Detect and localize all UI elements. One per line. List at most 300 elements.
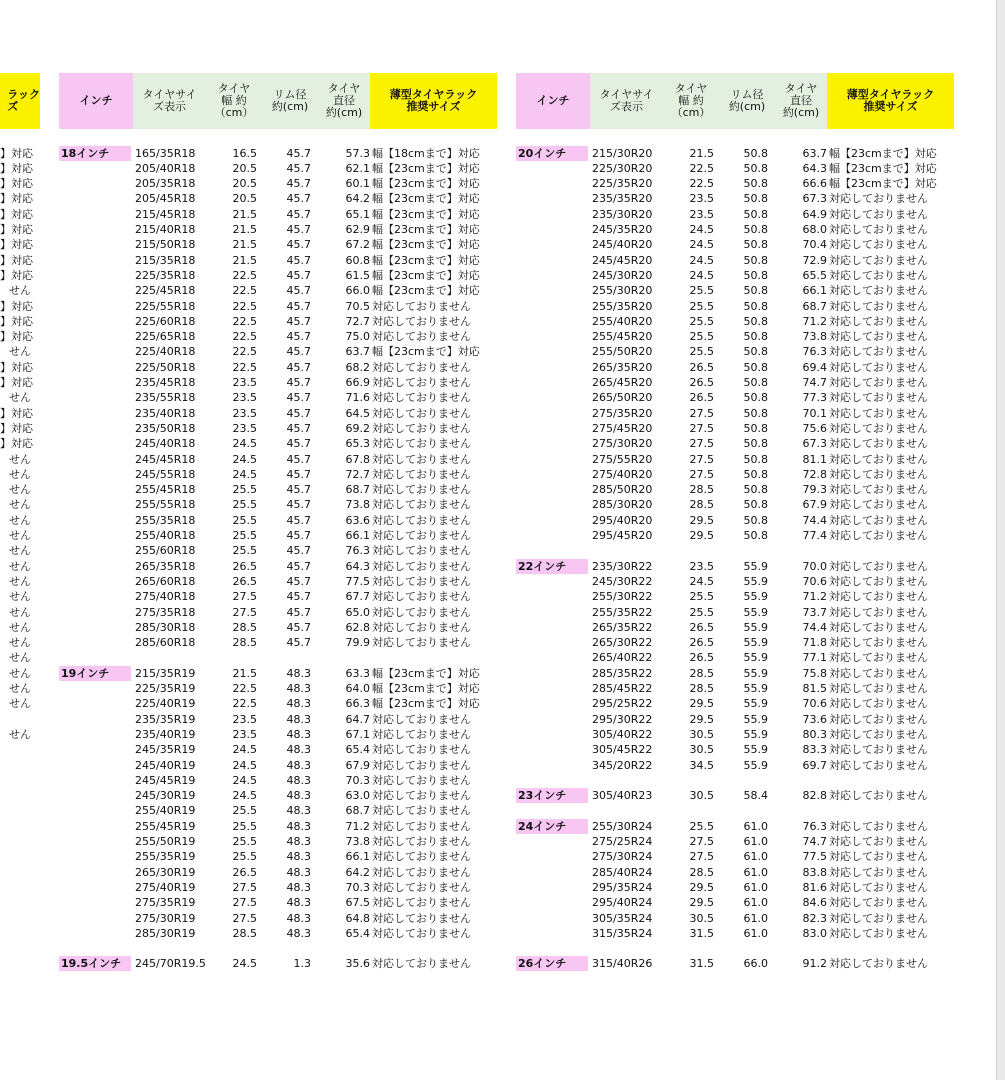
rim-diameter: 55.9 xyxy=(743,743,768,757)
tire-size: 255/45R20 xyxy=(592,330,653,344)
tire-width: 27.5 xyxy=(689,437,714,451)
tire-width: 27.5 xyxy=(689,421,714,435)
tire-diameter: 67.9 xyxy=(345,758,370,772)
left-rack-partial: 】対応 xyxy=(0,360,33,374)
tire-size: 225/65R18 xyxy=(135,330,196,344)
tire-diameter: 67.1 xyxy=(345,727,370,741)
rim-diameter: 50.8 xyxy=(743,177,768,191)
tire-diameter: 79.9 xyxy=(345,636,370,650)
rack-compat: 対応しておりません xyxy=(372,789,471,803)
rim-diameter: 48.3 xyxy=(286,865,311,879)
mid-header-diameter-text: タイヤ 直径 約(cm) xyxy=(325,82,363,119)
rack-compat: 対応しておりません xyxy=(372,804,471,818)
tire-size: 275/45R20 xyxy=(592,421,653,435)
left-rack-partial: せん xyxy=(9,574,31,588)
rack-compat: 幅【23cmまで】対応 xyxy=(372,207,480,221)
rack-compat: 対応しておりません xyxy=(829,284,928,298)
tire-diameter: 83.3 xyxy=(802,743,827,757)
rim-diameter: 48.3 xyxy=(286,666,311,680)
tire-diameter: 65.0 xyxy=(345,605,370,619)
right-header-width-text: タイヤ 幅 約 （cm） xyxy=(671,82,711,119)
rack-compat: 対応しておりません xyxy=(372,299,471,313)
rack-compat: 幅【23cmまで】対応 xyxy=(372,682,480,695)
tire-size: 165/35R18 xyxy=(135,146,196,160)
rim-diameter: 61.0 xyxy=(743,865,768,879)
rim-diameter: 45.7 xyxy=(286,620,311,634)
left-rack-partial: せん xyxy=(9,513,31,527)
rim-diameter: 1.3 xyxy=(293,957,311,971)
rim-diameter: 45.7 xyxy=(286,437,311,451)
rack-compat: 対応しておりません xyxy=(372,391,471,405)
rack-compat: 対応しておりません xyxy=(829,360,928,374)
rack-compat: 幅【23cmまで】対応 xyxy=(372,253,480,267)
tire-size: 265/60R18 xyxy=(135,574,196,588)
rim-diameter: 45.7 xyxy=(286,467,311,481)
tire-width: 23.5 xyxy=(689,207,714,221)
tire-diameter: 61.5 xyxy=(345,268,370,282)
header-rack-partial xyxy=(0,73,40,129)
rack-compat: 対応しておりません xyxy=(829,192,928,206)
rim-diameter: 50.8 xyxy=(743,437,768,451)
tire-size: 215/40R18 xyxy=(135,223,196,236)
tire-width: 24.5 xyxy=(689,223,714,236)
rack-compat: 対応しておりません xyxy=(829,666,928,680)
rim-diameter: 48.3 xyxy=(286,743,311,757)
tire-diameter: 66.1 xyxy=(802,284,827,298)
rack-compat: 幅【23cmまで】対応 xyxy=(372,268,480,282)
tire-diameter: 81.6 xyxy=(802,880,827,894)
rack-compat: 対応しておりません xyxy=(372,880,471,894)
tire-diameter: 73.8 xyxy=(345,498,370,512)
tire-size: 275/35R19 xyxy=(135,896,196,910)
tire-width: 23.5 xyxy=(232,712,257,726)
rack-compat: 幅【23cmまで】対応 xyxy=(372,223,480,236)
rack-compat: 対応しておりません xyxy=(829,819,928,833)
rim-diameter: 50.8 xyxy=(743,253,768,267)
tire-size: 255/30R22 xyxy=(592,590,653,604)
rim-diameter: 48.3 xyxy=(286,697,311,711)
rack-compat: 対応しておりません xyxy=(829,835,928,848)
inch-badge: 26インチ xyxy=(516,956,588,971)
rim-diameter: 61.0 xyxy=(743,850,768,864)
tire-diameter: 60.8 xyxy=(345,253,370,267)
rack-compat: 対応しておりません xyxy=(829,911,928,925)
rim-diameter: 45.7 xyxy=(286,253,311,267)
tire-width: 22.5 xyxy=(232,360,257,374)
tire-diameter: 71.8 xyxy=(802,636,827,650)
tire-size: 255/35R18 xyxy=(135,513,196,527)
tire-size: 235/30R22 xyxy=(592,559,653,573)
rim-diameter: 55.9 xyxy=(743,712,768,726)
rack-compat: 対応しておりません xyxy=(372,452,471,466)
rim-diameter: 45.7 xyxy=(286,498,311,512)
rim-diameter: 55.9 xyxy=(743,651,768,665)
left-rack-partial: せん xyxy=(9,620,31,634)
rim-diameter: 45.7 xyxy=(286,406,311,420)
tire-diameter: 35.6 xyxy=(345,957,370,971)
tire-size: 305/40R22 xyxy=(592,727,653,741)
rack-compat: 対応しておりません xyxy=(372,727,471,741)
tire-width: 34.5 xyxy=(689,758,714,772)
rack-compat: 幅【23cmまで】対応 xyxy=(372,666,480,680)
rack-compat: 対応しておりません xyxy=(829,345,928,359)
rack-compat: 対応しておりません xyxy=(829,574,928,588)
tire-width: 21.5 xyxy=(232,666,257,680)
header-rack-partial-text: ラック ズ xyxy=(7,88,40,113)
tire-width: 23.5 xyxy=(232,727,257,741)
left-rack-partial: せん xyxy=(9,636,31,650)
tire-diameter: 74.4 xyxy=(802,620,827,634)
left-rack-partial: 】対応 xyxy=(0,253,33,267)
inch-badge: 20インチ xyxy=(516,146,588,161)
tire-diameter: 67.5 xyxy=(345,896,370,910)
tire-width: 28.5 xyxy=(232,620,257,634)
mid-header-inch xyxy=(59,73,133,129)
rack-compat: 対応しておりません xyxy=(829,850,928,864)
right-header-rack-text: 薄型タイヤラック 推奨サイズ xyxy=(846,88,935,113)
tire-width: 25.5 xyxy=(689,345,714,359)
rim-diameter: 45.7 xyxy=(286,330,311,344)
rack-compat: 幅【23cmまで】対応 xyxy=(372,192,480,206)
rim-diameter: 50.8 xyxy=(743,376,768,389)
rim-diameter: 50.8 xyxy=(743,207,768,221)
tire-diameter: 68.0 xyxy=(802,223,827,236)
tire-size: 225/45R18 xyxy=(135,284,196,298)
tire-size: 255/40R18 xyxy=(135,529,196,542)
tire-diameter: 72.7 xyxy=(345,314,370,328)
tire-size: 225/35R18 xyxy=(135,268,196,282)
rim-diameter: 45.7 xyxy=(286,299,311,313)
rack-compat: 対応しておりません xyxy=(372,559,471,573)
rim-diameter: 45.7 xyxy=(286,360,311,374)
inch-badge: 19.5インチ xyxy=(59,956,131,971)
tire-size: 305/45R22 xyxy=(592,743,653,757)
tire-width: 20.5 xyxy=(232,161,257,175)
tire-size: 245/35R20 xyxy=(592,223,653,236)
tire-size: 225/55R18 xyxy=(135,299,196,313)
left-rack-partial: 】対応 xyxy=(0,299,33,313)
tire-diameter: 75.8 xyxy=(802,666,827,680)
tire-diameter: 70.4 xyxy=(802,238,827,252)
rack-compat: 対応しておりません xyxy=(372,865,471,879)
tire-size: 285/35R22 xyxy=(592,666,653,680)
tire-width: 23.5 xyxy=(689,559,714,573)
left-rack-partial: 】対応 xyxy=(0,406,33,420)
tire-diameter: 83.0 xyxy=(802,926,827,940)
rack-compat: 対応しておりません xyxy=(372,926,471,940)
tire-diameter: 67.8 xyxy=(345,452,370,466)
tire-width: 28.5 xyxy=(232,636,257,650)
tire-size: 265/50R20 xyxy=(592,391,653,405)
tire-size: 235/35R20 xyxy=(592,192,653,206)
rim-diameter: 48.3 xyxy=(286,682,311,695)
rim-diameter: 45.7 xyxy=(286,268,311,282)
tire-diameter: 66.9 xyxy=(345,376,370,389)
tire-width: 29.5 xyxy=(689,513,714,527)
tire-width: 24.5 xyxy=(232,743,257,757)
tire-width: 29.5 xyxy=(689,896,714,910)
tire-width: 22.5 xyxy=(689,161,714,175)
rack-compat: 対応しておりません xyxy=(829,253,928,267)
tire-width: 26.5 xyxy=(689,376,714,389)
left-rack-partial: 】対応 xyxy=(0,192,33,206)
rim-diameter: 45.7 xyxy=(286,314,311,328)
rack-compat: 対応しておりません xyxy=(372,911,471,925)
tire-width: 27.5 xyxy=(689,850,714,864)
tire-width: 24.5 xyxy=(232,467,257,481)
tire-width: 25.5 xyxy=(232,544,257,558)
rack-compat: 対応しておりません xyxy=(829,406,928,420)
tire-size: 245/45R18 xyxy=(135,452,196,466)
rack-compat: 対応しておりません xyxy=(372,376,471,389)
right-header-inch-text: インチ xyxy=(536,94,570,107)
rim-diameter: 45.7 xyxy=(286,529,311,542)
mid-header-width-text: タイヤ 幅 約 （cm） xyxy=(214,82,254,119)
right-header-rim xyxy=(719,73,775,129)
tire-diameter: 83.8 xyxy=(802,865,827,879)
rim-diameter: 50.8 xyxy=(743,268,768,282)
tire-width: 26.5 xyxy=(232,865,257,879)
rack-compat: 対応しておりません xyxy=(829,926,928,940)
tire-size: 255/50R20 xyxy=(592,345,653,359)
rim-diameter: 55.9 xyxy=(743,636,768,650)
rack-compat: 幅【23cmまで】対応 xyxy=(372,284,480,298)
tire-diameter: 63.0 xyxy=(345,789,370,803)
left-rack-partial: せん xyxy=(9,529,31,542)
tire-size: 225/40R19 xyxy=(135,697,196,711)
rim-diameter: 50.8 xyxy=(743,161,768,175)
tire-diameter: 65.3 xyxy=(345,437,370,451)
mid-header-inch-text: インチ xyxy=(79,94,113,107)
tire-width: 25.5 xyxy=(232,513,257,527)
tire-width: 26.5 xyxy=(689,636,714,650)
tire-diameter: 62.9 xyxy=(345,223,370,236)
rim-diameter: 55.9 xyxy=(743,620,768,634)
tire-width: 27.5 xyxy=(232,880,257,894)
tire-size: 265/40R22 xyxy=(592,651,653,665)
right-header-size-text: タイヤサイ ズ表示 xyxy=(599,88,654,113)
rim-diameter: 45.7 xyxy=(286,391,311,405)
tire-width: 24.5 xyxy=(689,574,714,588)
rim-diameter: 50.8 xyxy=(743,284,768,298)
tire-diameter: 65.4 xyxy=(345,743,370,757)
tire-diameter: 74.7 xyxy=(802,835,827,848)
rack-compat: 対応しておりません xyxy=(372,467,471,481)
left-rack-partial: せん xyxy=(9,727,31,741)
rim-diameter: 55.9 xyxy=(743,697,768,711)
left-rack-partial: せん xyxy=(9,284,31,298)
tire-diameter: 67.7 xyxy=(345,590,370,604)
mid-header-rack-text: 薄型タイヤラック 推奨サイズ xyxy=(389,88,478,113)
tire-size: 285/30R19 xyxy=(135,926,196,940)
tire-size: 305/35R24 xyxy=(592,911,653,925)
tire-width: 29.5 xyxy=(689,712,714,726)
left-rack-partial: 】対応 xyxy=(0,146,33,160)
tire-width: 21.5 xyxy=(689,146,714,160)
tire-size: 215/35R19 xyxy=(135,666,196,680)
rack-compat: 対応しておりません xyxy=(829,452,928,466)
tire-size: 245/45R20 xyxy=(592,253,653,267)
rim-diameter: 61.0 xyxy=(743,835,768,848)
tire-diameter: 71.6 xyxy=(345,391,370,405)
tire-width: 24.5 xyxy=(232,452,257,466)
right-header-inch xyxy=(516,73,590,129)
tire-diameter: 68.7 xyxy=(345,804,370,818)
tire-size: 255/35R22 xyxy=(592,605,653,619)
tire-size: 295/40R20 xyxy=(592,513,653,527)
rack-compat: 幅【23cmまで】対応 xyxy=(829,146,937,160)
tire-width: 27.5 xyxy=(689,406,714,420)
tire-diameter: 64.2 xyxy=(345,865,370,879)
tire-size: 245/40R20 xyxy=(592,238,653,252)
rack-compat: 対応しておりません xyxy=(372,957,471,971)
rack-compat: 幅【23cmまで】対応 xyxy=(829,177,937,191)
left-rack-partial: せん xyxy=(9,483,31,497)
rim-diameter: 50.8 xyxy=(743,467,768,481)
tire-diameter: 70.6 xyxy=(802,697,827,711)
tire-diameter: 69.7 xyxy=(802,758,827,772)
rim-diameter: 45.7 xyxy=(286,590,311,604)
tire-width: 25.5 xyxy=(689,314,714,328)
tire-width: 31.5 xyxy=(689,926,714,940)
tire-diameter: 81.1 xyxy=(802,452,827,466)
tire-size: 255/40R20 xyxy=(592,314,653,328)
rim-diameter: 45.7 xyxy=(286,483,311,497)
mid-header-rim-text: リム径 約(cm) xyxy=(271,88,309,113)
rack-compat: 対応しておりません xyxy=(372,421,471,435)
rack-compat: 対応しておりません xyxy=(829,376,928,389)
tire-diameter: 79.3 xyxy=(802,483,827,497)
tire-diameter: 71.2 xyxy=(802,590,827,604)
left-rack-partial: 】対応 xyxy=(0,421,33,435)
inch-badge: 19インチ xyxy=(59,666,131,681)
rim-diameter: 45.7 xyxy=(286,452,311,466)
tire-diameter: 66.0 xyxy=(345,284,370,298)
rim-diameter: 45.7 xyxy=(286,559,311,573)
tire-width: 29.5 xyxy=(689,529,714,542)
rack-compat: 対応しておりません xyxy=(829,865,928,879)
rack-compat: 対応しておりません xyxy=(372,314,471,328)
rim-diameter: 50.8 xyxy=(743,192,768,206)
rack-compat: 対応しておりません xyxy=(829,605,928,619)
tire-diameter: 70.6 xyxy=(802,574,827,588)
tire-width: 20.5 xyxy=(232,177,257,191)
tire-width: 30.5 xyxy=(689,743,714,757)
rack-compat: 対応しておりません xyxy=(372,636,471,650)
tire-size: 245/30R22 xyxy=(592,574,653,588)
tire-width: 28.5 xyxy=(689,865,714,879)
rim-diameter: 45.7 xyxy=(286,345,311,359)
tire-diameter: 74.4 xyxy=(802,513,827,527)
tire-size: 275/30R20 xyxy=(592,437,653,451)
rim-diameter: 45.7 xyxy=(286,421,311,435)
page-edge xyxy=(996,0,1005,1080)
tire-size: 245/40R19 xyxy=(135,758,196,772)
tire-size: 255/35R19 xyxy=(135,850,196,864)
tire-size: 275/40R19 xyxy=(135,880,196,894)
tire-width: 25.5 xyxy=(232,529,257,542)
tire-size: 245/40R18 xyxy=(135,437,196,451)
rim-diameter: 61.0 xyxy=(743,911,768,925)
tire-size: 285/45R22 xyxy=(592,682,653,695)
tire-width: 29.5 xyxy=(689,697,714,711)
rack-compat: 対応しておりません xyxy=(372,360,471,374)
tire-diameter: 73.7 xyxy=(802,605,827,619)
rack-compat: 対応しておりません xyxy=(372,437,471,451)
rack-compat: 対応しておりません xyxy=(372,773,471,787)
tire-diameter: 82.3 xyxy=(802,911,827,925)
rack-compat: 対応しておりません xyxy=(829,330,928,344)
rack-compat: 対応しておりません xyxy=(829,880,928,894)
tire-size: 205/40R18 xyxy=(135,161,196,175)
tire-width: 25.5 xyxy=(689,330,714,344)
tire-diameter: 64.3 xyxy=(802,161,827,175)
tire-size: 265/30R22 xyxy=(592,636,653,650)
tire-diameter: 72.9 xyxy=(802,253,827,267)
rack-compat: 対応しておりません xyxy=(829,957,928,971)
tire-size: 245/35R19 xyxy=(135,743,196,757)
tire-width: 27.5 xyxy=(232,896,257,910)
left-rack-partial: せん xyxy=(9,498,31,512)
tire-size: 235/40R19 xyxy=(135,727,196,741)
tire-width: 27.5 xyxy=(232,911,257,925)
left-rack-partial: せん xyxy=(9,452,31,466)
rack-compat: 対応しておりません xyxy=(829,498,928,512)
tire-width: 22.5 xyxy=(232,697,257,711)
tire-diameter: 70.3 xyxy=(345,880,370,894)
tire-size: 245/70R19.5 xyxy=(135,957,206,971)
tire-size: 315/35R24 xyxy=(592,926,653,940)
left-rack-partial: せん xyxy=(9,559,31,573)
tire-width: 30.5 xyxy=(689,727,714,741)
rim-diameter: 55.9 xyxy=(743,559,768,573)
rack-compat: 対応しておりません xyxy=(829,223,928,236)
rack-compat: 対応しておりません xyxy=(372,590,471,604)
tire-width: 21.5 xyxy=(232,238,257,252)
tire-size: 295/30R22 xyxy=(592,712,653,726)
tire-width: 25.5 xyxy=(232,850,257,864)
rim-diameter: 61.0 xyxy=(743,880,768,894)
rack-compat: 対応しておりません xyxy=(829,238,928,252)
tire-size: 245/30R19 xyxy=(135,789,196,803)
rim-diameter: 48.3 xyxy=(286,773,311,787)
left-rack-partial: せん xyxy=(9,697,31,711)
tire-diameter: 73.8 xyxy=(345,835,370,848)
mid-header-rack xyxy=(370,73,497,129)
rim-diameter: 45.7 xyxy=(286,574,311,588)
tire-diameter: 68.7 xyxy=(345,483,370,497)
tire-size: 265/45R20 xyxy=(592,376,653,389)
tire-diameter: 77.4 xyxy=(802,529,827,542)
tire-width: 25.5 xyxy=(232,804,257,818)
rack-compat: 対応しておりません xyxy=(372,620,471,634)
tire-size: 295/40R24 xyxy=(592,896,653,910)
tire-diameter: 80.3 xyxy=(802,727,827,741)
rack-compat: 対応しておりません xyxy=(372,406,471,420)
tire-size: 215/35R18 xyxy=(135,253,196,267)
rim-diameter: 50.8 xyxy=(743,391,768,405)
tire-width: 21.5 xyxy=(232,253,257,267)
rim-diameter: 61.0 xyxy=(743,896,768,910)
rack-compat: 対応しておりません xyxy=(829,789,928,803)
rack-compat: 対応しておりません xyxy=(372,330,471,344)
tire-width: 22.5 xyxy=(232,345,257,359)
tire-diameter: 76.3 xyxy=(802,819,827,833)
rack-compat: 対応しておりません xyxy=(829,651,928,665)
rim-diameter: 61.0 xyxy=(743,926,768,940)
tire-diameter: 71.2 xyxy=(345,819,370,833)
tire-diameter: 69.4 xyxy=(802,360,827,374)
